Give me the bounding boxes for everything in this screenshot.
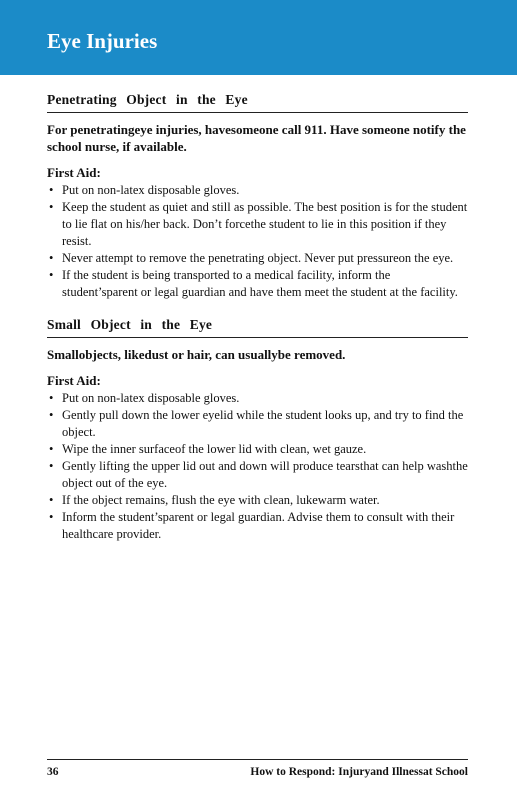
- list-item: • Gently lifting the upper lid out and down will produce tearsthat can help washthe object out of the eye.: [47, 458, 468, 492]
- running-title: How to Respond: Injuryand Illnessat School: [250, 766, 468, 778]
- section-lead: For penetratingeye injuries, havesomeone call 911. Have someone notify the school nurse, if available.: [47, 122, 466, 154]
- page-title: Eye Injuries: [47, 29, 158, 53]
- section-heading: Small Object in the Eye: [47, 317, 468, 338]
- header-bar: [0, 0, 517, 75]
- section-small-object: [47, 317, 468, 543]
- section-heading: Penetrating Object in the Eye: [47, 92, 468, 113]
- list-item: • Inform the student’sparent or legal guardian. Advise them to consult with their healthcare provider.: [47, 509, 468, 543]
- list-item: • Put on non-latex disposable gloves.: [47, 182, 468, 199]
- page-number: 36: [47, 766, 59, 778]
- list-item: • Never attempt to remove the penetrating object. Never put pressureon the eye.: [47, 250, 468, 267]
- first-aid-list: [47, 182, 468, 301]
- list-item: • Keep the student as quiet and still as possible. The best position is for the student to lie flat on his/her back. Don’t forcethe student to lie in this position if they resist.: [47, 199, 468, 250]
- first-aid-list: [47, 390, 468, 543]
- page-footer: [47, 759, 468, 778]
- list-item: • Gently pull down the lower eyelid while the student looks up, and try to find the object.: [47, 407, 468, 441]
- section-lead: Smallobjects, likedust or hair, can usuallybe removed.: [47, 347, 346, 362]
- section-penetrating-object: [47, 92, 468, 301]
- list-item: • Wipe the inner surfaceof the lower lid with clean, wet gauze.: [47, 441, 468, 458]
- list-item: • Put on non-latex disposable gloves.: [47, 390, 468, 407]
- list-item: • If the object remains, flush the eye with clean, lukewarm water.: [47, 492, 468, 509]
- first-aid-label: First Aid:: [47, 373, 101, 388]
- first-aid-label: First Aid:: [47, 165, 101, 180]
- list-item: • If the student is being transported to a medical facility, inform the student’sparent or legal guardian and have them meet the student at the facility.: [47, 267, 468, 301]
- page-content: [47, 92, 468, 543]
